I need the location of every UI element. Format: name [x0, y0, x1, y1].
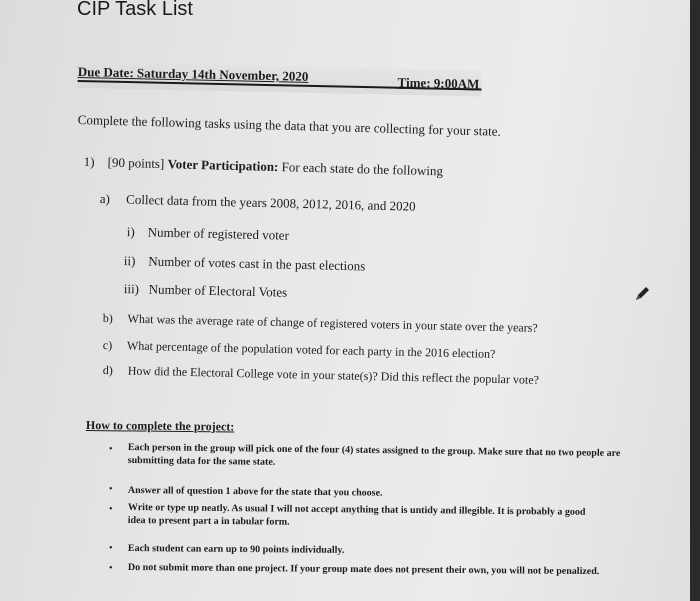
task-1a-i-label: i)	[126, 224, 135, 240]
task-1a-ii-text: Number of votes cast in the past elections	[148, 253, 366, 274]
task-1d-text: How did the Electoral College vote in your state(s)? Did this reflect the popular vote?	[127, 363, 540, 387]
task-1d	[103, 363, 539, 388]
task-1-label: Voter Participation:	[167, 156, 279, 175]
task-1a-text: Collect data from the years 2008, 2012, 2016, and 2020	[125, 191, 416, 214]
bullet-marker: •	[109, 543, 113, 554]
due-date: Due Date: Saturday 14th November, 2020	[77, 63, 309, 84]
task-1a-iii	[124, 281, 288, 301]
bullet-item: Write or type up neatly. As usual I will not accept anything that is untidy and illegible. It is probably a good idea to present part a in tabular form.	[127, 501, 586, 528]
page-title: CIP Task List	[77, 0, 193, 20]
bullet-item: Answer all of question 1 above for the state that you choose.	[127, 484, 383, 499]
pencil-icon	[634, 286, 650, 302]
bullet-item: Each person in the group will pick one of the four (4) states assigned to the group. Make sure that no two people are submitting data for the same state.	[127, 441, 621, 468]
due-time: Time: 9:00AM	[397, 74, 480, 92]
task-1a-i	[127, 224, 289, 244]
task-1c	[103, 338, 496, 362]
task-1a-ii	[124, 253, 366, 274]
bullet-item: Do not submit more than one project. If your group mate does not present their own, you will not be penalized.	[127, 561, 600, 578]
task-1a	[100, 191, 416, 215]
bullet-marker: •	[109, 504, 113, 515]
task-1a-ii-label: ii)	[123, 253, 136, 269]
bullet-marker: •	[109, 444, 113, 455]
due-date-bar	[77, 62, 481, 96]
bullet-marker: •	[109, 484, 113, 495]
task-1b	[103, 311, 538, 336]
how-to-heading: How to complete the project:	[85, 418, 235, 434]
task-1c-text: What percentage of the population voted for each party in the 2016 election?	[126, 338, 496, 361]
task-1a-iii-label: iii)	[123, 281, 140, 297]
bullet-marker: •	[109, 563, 113, 574]
intro-text: Complete the following tasks using the data that you are collecting for your state.	[77, 112, 501, 139]
task-1-points: [90 points]	[107, 154, 165, 172]
task-1c-label: c)	[102, 338, 113, 353]
task-1b-text: What was the average rate of change of registered voters in your state over the years?	[127, 311, 538, 335]
task-1-number: 1)	[83, 154, 95, 170]
task-1d-label: d)	[102, 363, 113, 378]
task-1a-i-text: Number of registered voter	[147, 224, 290, 243]
task-1-description: For each state do the following	[281, 159, 444, 179]
bullet-item: Each student can earn up to 90 points individually.	[127, 542, 345, 556]
task-1	[84, 154, 444, 179]
task-1b-label: b)	[102, 311, 113, 326]
task-1a-iii-text: Number of Electoral Votes	[148, 281, 288, 300]
background-edge	[690, 0, 700, 601]
task-1a-label: a)	[99, 191, 111, 207]
